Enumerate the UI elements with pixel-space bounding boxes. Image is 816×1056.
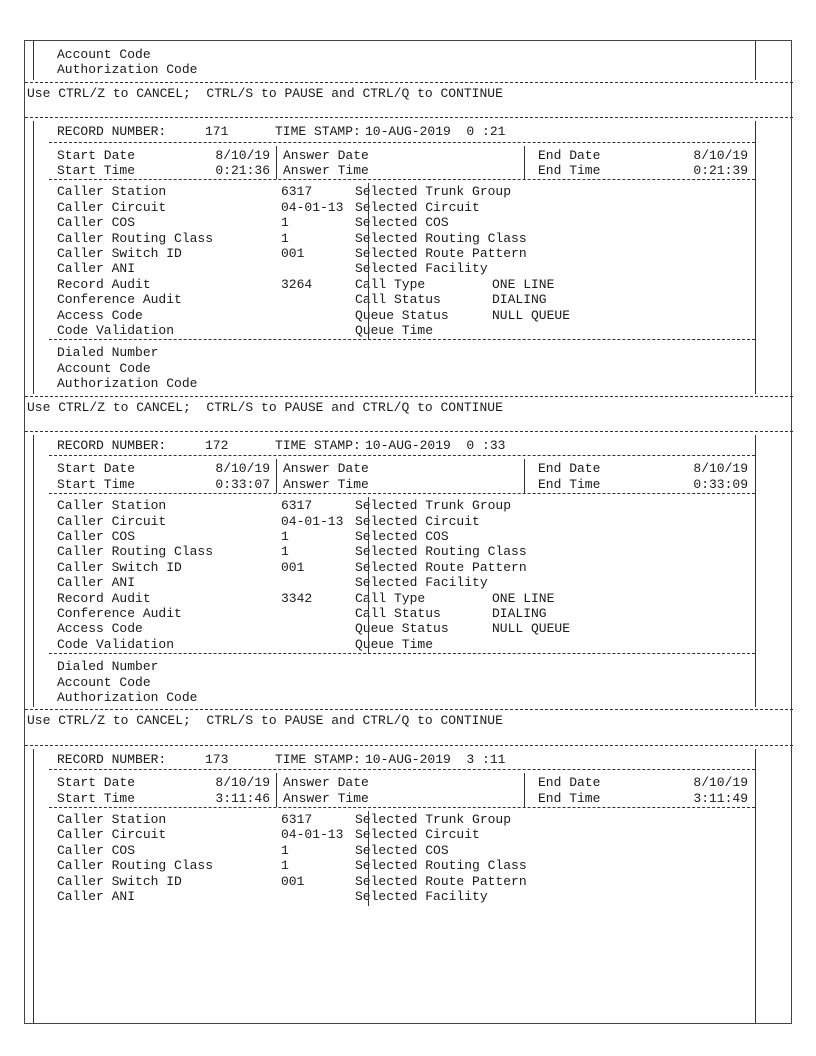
column-divider xyxy=(524,773,525,807)
caller-field-value: 1 xyxy=(281,215,289,231)
caller-field-value: 001 xyxy=(281,873,305,889)
selected-field-label: Queue Time xyxy=(355,636,434,652)
section-divider xyxy=(49,455,755,456)
timestamp-label: TIME STAMP: xyxy=(275,751,361,767)
answer-time-label: Answer Time xyxy=(283,790,369,806)
column-divider xyxy=(276,459,277,493)
end-date-label: End Date xyxy=(538,461,601,477)
caller-field-label: Caller Routing Class xyxy=(57,858,214,874)
selected-field-value: DIALING xyxy=(492,292,547,308)
start-time-label: Start Time xyxy=(57,790,136,806)
end-time-label: End Time xyxy=(538,163,601,178)
selected-field-value: NULL QUEUE xyxy=(492,621,571,637)
selected-field-label: Call Type xyxy=(355,276,426,292)
caller-field-value: 1 xyxy=(281,544,289,560)
start-date: 8/10/19 xyxy=(215,147,270,163)
section-divider xyxy=(49,807,755,808)
section-divider xyxy=(49,179,755,180)
call-record-printout xyxy=(24,40,792,1024)
selected-field-label: Queue Status xyxy=(355,307,449,323)
column-divider xyxy=(368,811,369,906)
column-divider xyxy=(276,146,277,180)
caller-field-value: 04-01-13 xyxy=(281,199,344,215)
caller-field-label: Caller Circuit xyxy=(57,199,167,215)
caller-field-label: Caller Switch ID xyxy=(57,873,182,889)
selected-field-label: Call Status xyxy=(355,606,441,621)
caller-field-label: Caller Station xyxy=(57,184,167,200)
end-date-label: End Date xyxy=(538,775,601,791)
caller-field-label: Code Validation xyxy=(57,323,175,338)
selected-field-label: Selected Facility xyxy=(355,889,488,904)
fragment-label: Account Code xyxy=(57,47,151,62)
record-number: 171 xyxy=(205,124,229,140)
section-divider xyxy=(25,709,793,710)
box-left-border xyxy=(33,749,34,1023)
record-separator xyxy=(25,431,793,432)
section-divider xyxy=(49,493,755,494)
section-divider xyxy=(25,396,793,397)
caller-field-value: 6317 xyxy=(281,498,313,514)
answer-time-label: Answer Time xyxy=(283,163,369,178)
section-divider xyxy=(49,653,755,654)
record-number-label: RECORD NUMBER: xyxy=(57,438,167,453)
caller-field-value: 04-01-13 xyxy=(281,513,344,529)
start-time: 0:21:36 xyxy=(215,163,270,178)
column-divider xyxy=(368,497,369,654)
end-date: 8/10/19 xyxy=(693,775,748,791)
end-time: 3:11:49 xyxy=(693,790,748,806)
timestamp-label: TIME STAMP: xyxy=(275,438,361,453)
selected-field-label: Queue Status xyxy=(355,621,449,637)
selected-field-label: Selected Trunk Group xyxy=(355,812,512,827)
caller-field-value: 3342 xyxy=(281,590,313,606)
timestamp-label: TIME STAMP: xyxy=(275,124,361,140)
start-date-label: Start Date xyxy=(57,775,136,791)
box-right-border xyxy=(755,435,756,707)
selected-field-label: Selected Route Pattern xyxy=(355,559,527,575)
box-right-border xyxy=(755,41,756,80)
caller-field-label: Caller ANI xyxy=(57,261,136,277)
caller-field-label: Caller Circuit xyxy=(57,827,167,843)
end-time-label: End Time xyxy=(538,476,601,492)
selected-field-label: Selected Circuit xyxy=(355,513,480,529)
selected-field-value: ONE LINE xyxy=(492,276,555,292)
caller-field-label: Caller Circuit xyxy=(57,513,167,529)
caller-field-value: 1 xyxy=(281,230,289,246)
caller-field-label: Caller Routing Class xyxy=(57,230,214,246)
column-divider xyxy=(276,773,277,807)
caller-field-label: Record Audit xyxy=(57,590,151,606)
selected-field-label: Selected Route Pattern xyxy=(355,873,527,889)
start-time: 3:11:46 xyxy=(215,790,270,806)
footer-label: Authorization Code xyxy=(57,690,198,705)
selected-field-label: Call Type xyxy=(355,590,426,606)
record-separator xyxy=(25,745,793,746)
start-date: 8/10/19 xyxy=(215,461,270,477)
caller-field-value: 6317 xyxy=(281,812,313,827)
record-number-label: RECORD NUMBER: xyxy=(57,751,167,767)
column-divider xyxy=(524,146,525,180)
selected-field-label: Queue Time xyxy=(355,323,434,338)
caller-field-value: 001 xyxy=(281,559,305,575)
selected-field-label: Selected Routing Class xyxy=(355,858,527,874)
caller-field-value: 6317 xyxy=(281,184,313,200)
selected-field-label: Selected Routing Class xyxy=(355,544,527,560)
caller-field-value: 001 xyxy=(281,246,305,261)
section-divider xyxy=(49,142,755,143)
footer-label: Account Code xyxy=(57,674,151,690)
selected-field-label: Selected Facility xyxy=(355,261,488,277)
answer-date-label: Answer Date xyxy=(283,147,369,163)
section-divider xyxy=(49,769,755,770)
start-date: 8/10/19 xyxy=(215,775,270,791)
caller-field-label: Caller Station xyxy=(57,812,167,827)
selected-field-label: Selected Trunk Group xyxy=(355,184,512,200)
answer-time-label: Answer Time xyxy=(283,476,369,492)
caller-field-value: 1 xyxy=(281,858,289,874)
answer-date-label: Answer Date xyxy=(283,775,369,791)
record-number-label: RECORD NUMBER: xyxy=(57,124,167,140)
caller-field-label: Caller ANI xyxy=(57,575,136,591)
selected-field-label: Selected Circuit xyxy=(355,199,480,215)
answer-date-label: Answer Date xyxy=(283,461,369,477)
section-divider xyxy=(49,339,755,340)
caller-field-label: Access Code xyxy=(57,621,143,637)
selected-field-label: Selected COS xyxy=(355,529,449,544)
start-date-label: Start Date xyxy=(57,461,136,477)
selected-field-label: Selected Trunk Group xyxy=(355,498,512,514)
start-time: 0:33:07 xyxy=(215,476,270,492)
fragment-label: Authorization Code xyxy=(57,62,198,78)
selected-field-label: Selected Routing Class xyxy=(355,230,527,246)
selected-field-value: ONE LINE xyxy=(492,590,555,606)
start-time-label: Start Time xyxy=(57,163,136,178)
selected-field-label: Selected Circuit xyxy=(355,827,480,843)
column-divider xyxy=(524,459,525,493)
end-date-label: End Date xyxy=(538,147,601,163)
box-right-border xyxy=(755,121,756,393)
column-divider xyxy=(368,183,369,340)
box-left-border xyxy=(33,121,34,393)
caller-field-label: Caller COS xyxy=(57,215,136,231)
caller-field-label: Caller Switch ID xyxy=(57,246,182,261)
caller-field-value: 04-01-13 xyxy=(281,827,344,843)
timestamp: 10-AUG-2019 0 :21 xyxy=(365,124,506,140)
end-date: 8/10/19 xyxy=(693,461,748,477)
timestamp: 10-AUG-2019 0 :33 xyxy=(365,438,506,453)
selected-field-label: Call Status xyxy=(355,292,441,308)
caller-field-label: Caller COS xyxy=(57,529,136,544)
footer-label: Account Code xyxy=(57,360,151,376)
selected-field-label: Selected COS xyxy=(355,842,449,858)
footer-label: Authorization Code xyxy=(57,376,198,392)
caller-field-label: Caller Station xyxy=(57,498,167,514)
record-number: 173 xyxy=(205,751,229,767)
section-divider xyxy=(25,82,793,83)
footer-label: Dialed Number xyxy=(57,659,159,675)
end-time: 0:33:09 xyxy=(693,476,748,492)
selected-field-label: Selected Route Pattern xyxy=(355,246,527,261)
record-separator xyxy=(25,117,793,118)
selected-field-value: DIALING xyxy=(492,606,547,621)
selected-field-label: Selected Facility xyxy=(355,575,488,591)
caller-field-value: 1 xyxy=(281,529,289,544)
box-right-border xyxy=(755,749,756,1023)
caller-field-label: Caller Routing Class xyxy=(57,544,214,560)
selected-field-value: NULL QUEUE xyxy=(492,307,571,323)
start-date-label: Start Date xyxy=(57,147,136,163)
box-left-border xyxy=(33,41,34,80)
footer-label: Dialed Number xyxy=(57,345,159,361)
caller-field-label: Record Audit xyxy=(57,276,151,292)
caller-field-value: 1 xyxy=(281,842,289,858)
end-time: 0:21:39 xyxy=(693,163,748,178)
end-date: 8/10/19 xyxy=(693,147,748,163)
control-message: Use CTRL/Z to CANCEL; CTRL/S to PAUSE and CTRL/Q to CONTINUE xyxy=(27,399,503,415)
caller-field-label: Code Validation xyxy=(57,636,175,652)
selected-field-label: Selected COS xyxy=(355,215,449,231)
control-message: Use CTRL/Z to CANCEL; CTRL/S to PAUSE and CTRL/Q to CONTINUE xyxy=(27,85,503,101)
caller-field-label: Access Code xyxy=(57,307,143,323)
start-time-label: Start Time xyxy=(57,476,136,492)
box-left-border xyxy=(33,435,34,707)
caller-field-label: Caller ANI xyxy=(57,889,136,904)
caller-field-label: Caller COS xyxy=(57,842,136,858)
caller-field-value: 3264 xyxy=(281,276,313,292)
caller-field-label: Caller Switch ID xyxy=(57,559,182,575)
record-number: 172 xyxy=(205,438,229,453)
timestamp: 10-AUG-2019 3 :11 xyxy=(365,751,506,767)
caller-field-label: Conference Audit xyxy=(57,292,182,308)
control-message: Use CTRL/Z to CANCEL; CTRL/S to PAUSE and CTRL/Q to CONTINUE xyxy=(27,713,503,729)
end-time-label: End Time xyxy=(538,790,601,806)
caller-field-label: Conference Audit xyxy=(57,606,182,621)
printout-content xyxy=(25,41,791,1023)
